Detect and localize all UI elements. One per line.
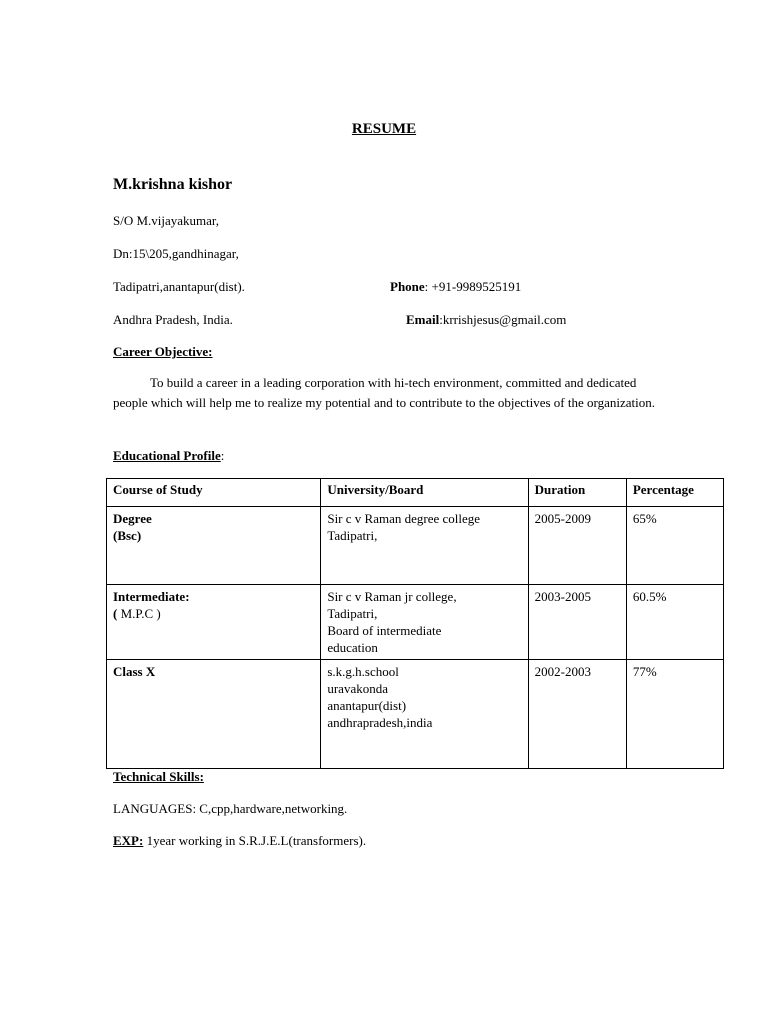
phone-line — [390, 279, 521, 295]
header-duration: Duration — [528, 479, 626, 507]
email-label: Email — [406, 312, 440, 327]
cell-percentage: 77% — [626, 660, 723, 769]
header-percentage: Percentage — [626, 479, 723, 507]
career-objective-text — [113, 373, 673, 413]
address-line-4: Andhra Pradesh, India. — [113, 312, 233, 327]
course-name: Degree (Bsc) — [113, 511, 152, 543]
cell-duration: 2005-2009 — [528, 507, 626, 585]
cell-course — [107, 507, 321, 585]
course-detail: M.P.C ) — [117, 606, 161, 621]
educational-profile-line — [113, 448, 224, 464]
address-line-3: Tadipatri,anantapur(dist). — [113, 279, 245, 294]
table-header-row — [107, 479, 724, 507]
table-row — [107, 585, 724, 660]
email-value: :krrishjesus@gmail.com — [439, 312, 567, 327]
course-name: Intermediate: ( — [113, 589, 190, 621]
experience-text: 1year working in S.R.J.E.L(transformers). — [143, 833, 367, 848]
candidate-name: M.krishna kishor — [113, 176, 233, 193]
phone-label: Phone — [390, 279, 425, 294]
educational-profile-heading: Educational Profile — [113, 448, 221, 463]
cell-board: Sir c v Raman jr college, Tadipatri, Board of intermediate education — [321, 585, 528, 660]
phone-value: : +91-9989525191 — [424, 279, 522, 294]
cell-duration: 2003-2005 — [528, 585, 626, 660]
educational-profile-colon: : — [220, 448, 225, 463]
header-board: University/Board — [321, 479, 528, 507]
cell-course — [107, 660, 321, 769]
email-line — [406, 312, 566, 328]
languages-line: LANGUAGES: C,cpp,hardware,networking. — [113, 801, 348, 816]
experience-label: EXP: — [113, 833, 144, 848]
cell-duration: 2002-2003 — [528, 660, 626, 769]
table-row — [107, 507, 724, 585]
table-row — [107, 660, 724, 769]
career-objective-heading: Career Objective: — [113, 344, 213, 359]
experience-line — [113, 833, 366, 849]
cell-percentage: 60.5% — [626, 585, 723, 660]
career-objective-body: To build a career in a leading corporation with hi-tech environment, committed and dedicated people which will help me to realize my potential and to contribute to the objectives of the organization. — [113, 375, 655, 410]
technical-skills-heading: Technical Skills: — [113, 769, 204, 784]
cell-course — [107, 585, 321, 660]
header-course: Course of Study — [107, 479, 321, 507]
address-line-1: S/O M.vijayakumar, — [113, 213, 219, 228]
cell-percentage: 65% — [626, 507, 723, 585]
address-line-2: Dn:15\205,gandhinagar, — [113, 246, 239, 261]
resume-title: RESUME — [351, 121, 417, 137]
education-table — [106, 478, 724, 769]
cell-board: s.k.g.h.school uravakonda anantapur(dist) andhrapradesh,india — [321, 660, 528, 769]
cell-board: Sir c v Raman degree college Tadipatri, — [321, 507, 528, 585]
course-name: Class X — [113, 664, 156, 679]
